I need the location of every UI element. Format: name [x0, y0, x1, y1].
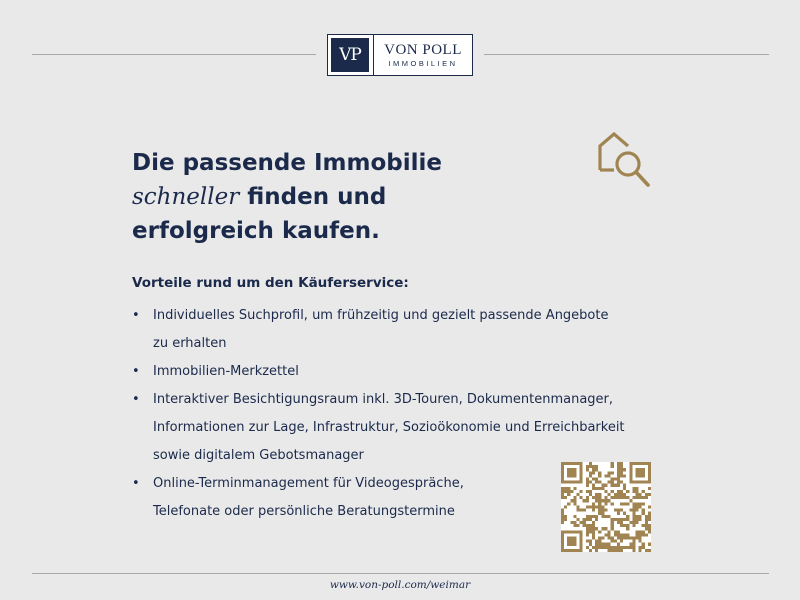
benefit-item-search-profile	[132, 302, 652, 358]
headline-line-2-rest: finden und	[239, 184, 387, 210]
benefit-line: Individuelles Suchprofil, um frühzeitig und gezielt passende Angebote	[153, 308, 609, 323]
headline-line-3: erfolgreich kaufen.	[132, 218, 380, 244]
top-divider-right	[484, 54, 769, 55]
bottom-divider	[32, 573, 769, 574]
bullet-icon: •	[132, 476, 140, 491]
benefit-line: Immobilien-Merkzettel	[153, 364, 299, 379]
benefit-line: Informationen zur Lage, Infrastruktur, Sozioökonomie und Erreichbarkeit	[153, 420, 625, 435]
house-search-icon	[596, 130, 654, 190]
benefit-item-viewing-room	[132, 386, 652, 470]
logo-subtitle: IMMOBILIEN	[388, 58, 458, 68]
headline-line-1: Die passende Immobilie	[132, 150, 442, 176]
benefit-line: zu erhalten	[153, 336, 227, 351]
benefit-item-watchlist	[132, 358, 652, 386]
logo-wordmark	[373, 35, 472, 75]
qr-code[interactable]	[561, 462, 651, 552]
logo-monogram: VP	[331, 38, 369, 72]
bullet-icon: •	[132, 308, 140, 323]
footer-url-link[interactable]: www.von-poll.com/weimar	[329, 579, 471, 591]
logo-name: VON POLL	[384, 41, 462, 58]
benefit-line: Telefonate oder persönliche Beratungstermine	[153, 504, 455, 519]
headline-line-2	[132, 180, 572, 214]
top-divider-left	[32, 54, 316, 55]
bullet-icon: •	[132, 364, 140, 379]
von-poll-logo[interactable]	[327, 34, 473, 76]
benefits-heading: Vorteile rund um den Käuferservice:	[132, 275, 409, 291]
benefit-line: sowie digitalem Gebotsmanager	[153, 448, 364, 463]
benefit-line: Interaktiver Besichtigungsraum inkl. 3D-Touren, Dokumentenmanager,	[153, 392, 614, 407]
headline-emphasis: schneller	[132, 184, 240, 210]
bullet-icon: •	[132, 392, 140, 407]
benefit-line: Online-Terminmanagement für Videogespräche,	[153, 476, 464, 491]
headline	[132, 146, 572, 248]
